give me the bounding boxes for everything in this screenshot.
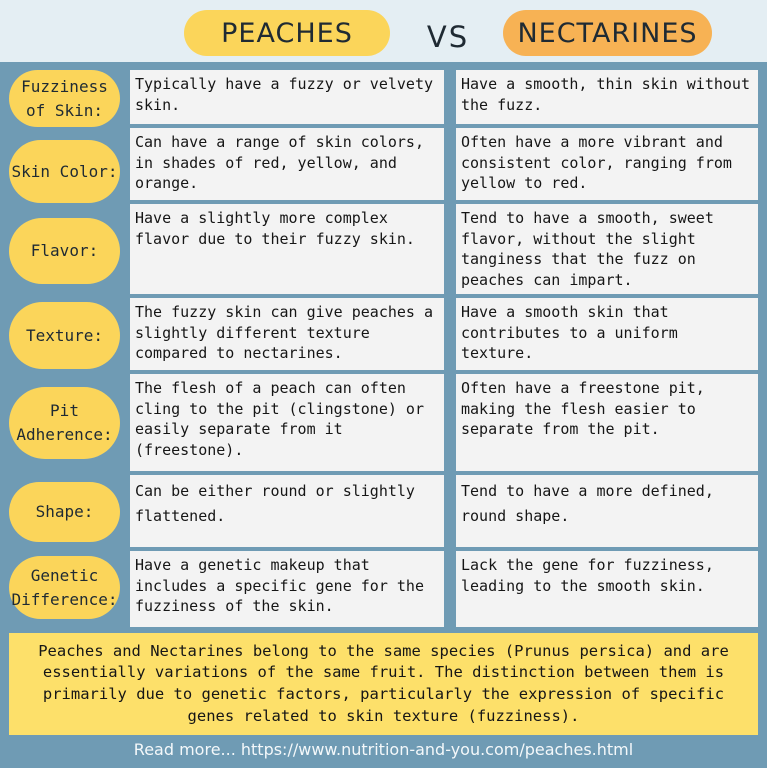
summary-text: Peaches and Nectarines belong to the same species (Prunus persica) and are essentially variations of the same fruit. The distinction between them is primarily due to genetic factors, particularly the expression of specific genes related to skin texture (fuzziness). [38, 641, 729, 725]
summary-box [9, 633, 758, 735]
nectarines-cell: Often have a more vibrant and consistent color, ranging from yellow to red. [456, 128, 758, 200]
header-band [0, 0, 767, 62]
row-label: Fuzziness of Skin: [9, 70, 120, 127]
row-label: Genetic Difference: [9, 556, 120, 619]
peaches-cell: Have a slightly more complex flavor due to their fuzzy skin. [130, 204, 444, 294]
nectarines-cell: Have a smooth, thin skin without the fuzz. [456, 70, 758, 124]
nectarines-cell: Have a smooth skin that contributes to a uniform texture. [456, 298, 758, 370]
vs-label: VS [426, 20, 470, 54]
row-label: Texture: [9, 302, 120, 369]
row-label: Pit Adherence: [9, 387, 120, 459]
nectarines-cell: Often have a freestone pit, making the flesh easier to separate from the pit. [456, 374, 758, 471]
read-more-link[interactable]: Read more... https://www.nutrition-and-you.com/peaches.html [133, 740, 634, 759]
peaches-cell: The flesh of a peach can often cling to the pit (clingstone) or easily separate from it (freestone). [130, 374, 444, 471]
nectarines-title: NECTARINES [503, 10, 712, 56]
row-label: Skin Color: [9, 140, 120, 203]
nectarines-cell: Tend to have a smooth, sweet flavor, without the slight tanginess that the fuzz on peaches can impart. [456, 204, 758, 294]
peaches-cell: Typically have a fuzzy or velvety skin. [130, 70, 444, 124]
row-label: Flavor: [9, 218, 120, 284]
row-label: Shape: [9, 482, 120, 542]
nectarines-cell: Tend to have a more defined, round shape. [456, 475, 758, 547]
peaches-cell: The fuzzy skin can give peaches a slightly different texture compared to nectarines. [130, 298, 444, 370]
peaches-title: PEACHES [184, 10, 390, 56]
peaches-cell: Have a genetic makeup that includes a specific gene for the fuzziness of the skin. [130, 551, 444, 627]
peaches-cell: Can be either round or slightly flattened. [130, 475, 444, 547]
nectarines-cell: Lack the gene for fuzziness, leading to the smooth skin. [456, 551, 758, 627]
peaches-cell: Can have a range of skin colors, in shades of red, yellow, and orange. [130, 128, 444, 200]
